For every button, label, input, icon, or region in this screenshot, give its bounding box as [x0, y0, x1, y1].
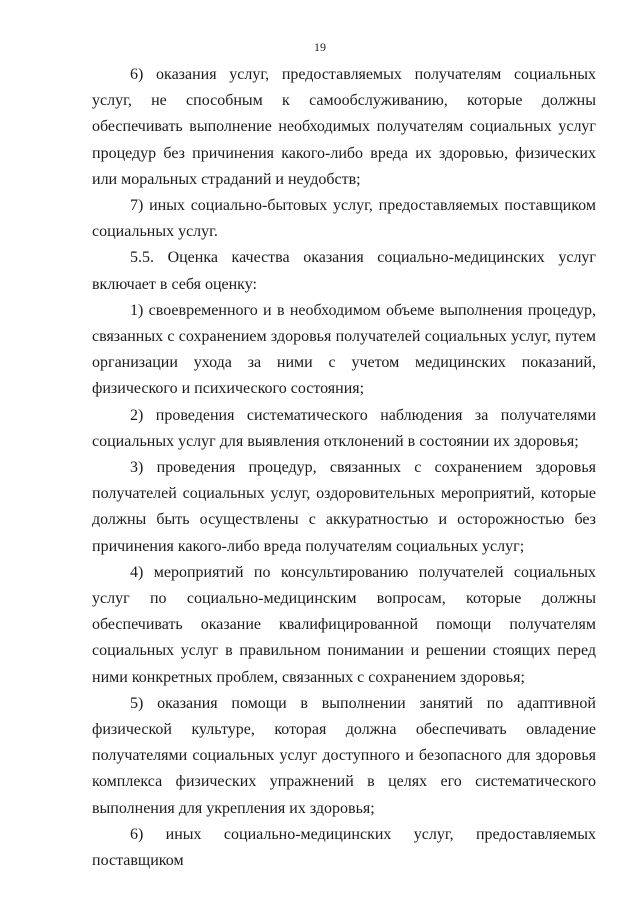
paragraph-6-other-medical: 6) иных социально-медицинских услуг, предоставляемых поставщиком	[92, 825, 596, 870]
paragraph-5-5-medical-assessment: 5.5. Оценка качества оказания социально-медицинских услуг включает в себя оценку:	[92, 249, 596, 293]
paragraph-7-other-household: 7) иных социально-бытовых услуг, предоставляемых поставщиком социальных услуг.	[92, 197, 596, 241]
paragraph-4-consulting: 4) мероприятий по консультированию получателей социальных услуг по социально-медицинским вопросам, которые должны обеспечивать оказание квалифицированной помощи получателям социальных услуг в правильном понимании и решении стоящих перед ними конкретных проблем, связанных с сохранением здоровья;	[92, 563, 596, 686]
paragraph-5-adaptive-physical-culture: 5) оказания помощи в выполнении занятий по адаптивной физической культуре, которая должна обеспечивать овладение получателями социальных услуг доступного и безопасного для здоровья комплекса физических упражнений в целях его систематического выполнения для укрепления их здоровья;	[92, 694, 596, 817]
paragraph-1-timely-procedures: 1) своевременного и в необходимом объеме выполнения процедур, связанных с сохранением здоровья получателей социальных услуг, путем организации ухода за ними с учетом медицинских показаний, физического и психического состояния;	[92, 301, 596, 398]
paragraph-2-monitoring: 2) проведения систематического наблюдения за получателями социальных услуг для выявления отклонений в состоянии их здоровья;	[92, 406, 596, 450]
paragraph-6-self-service: 6) оказания услуг, предоставляемых получателям социальных услуг, не способным к самообслуживанию, которые должны обеспечивать выполнение необходимых получателям социальных услуг процедур без причинения какого-либо вреда их здоровью, физических или моральных страданий и неудобств;	[92, 66, 596, 188]
document-body	[92, 62, 596, 874]
page-number: 19	[314, 40, 326, 54]
paragraph-3-health-procedures: 3) проведения процедур, связанных с сохранением здоровья получателей социальных услуг, оздоровительных мероприятий, которые должны быть осуществлены с аккуратностью и осторожностью без причинения какого-либо вреда получателям социальных услуг;	[92, 459, 596, 555]
